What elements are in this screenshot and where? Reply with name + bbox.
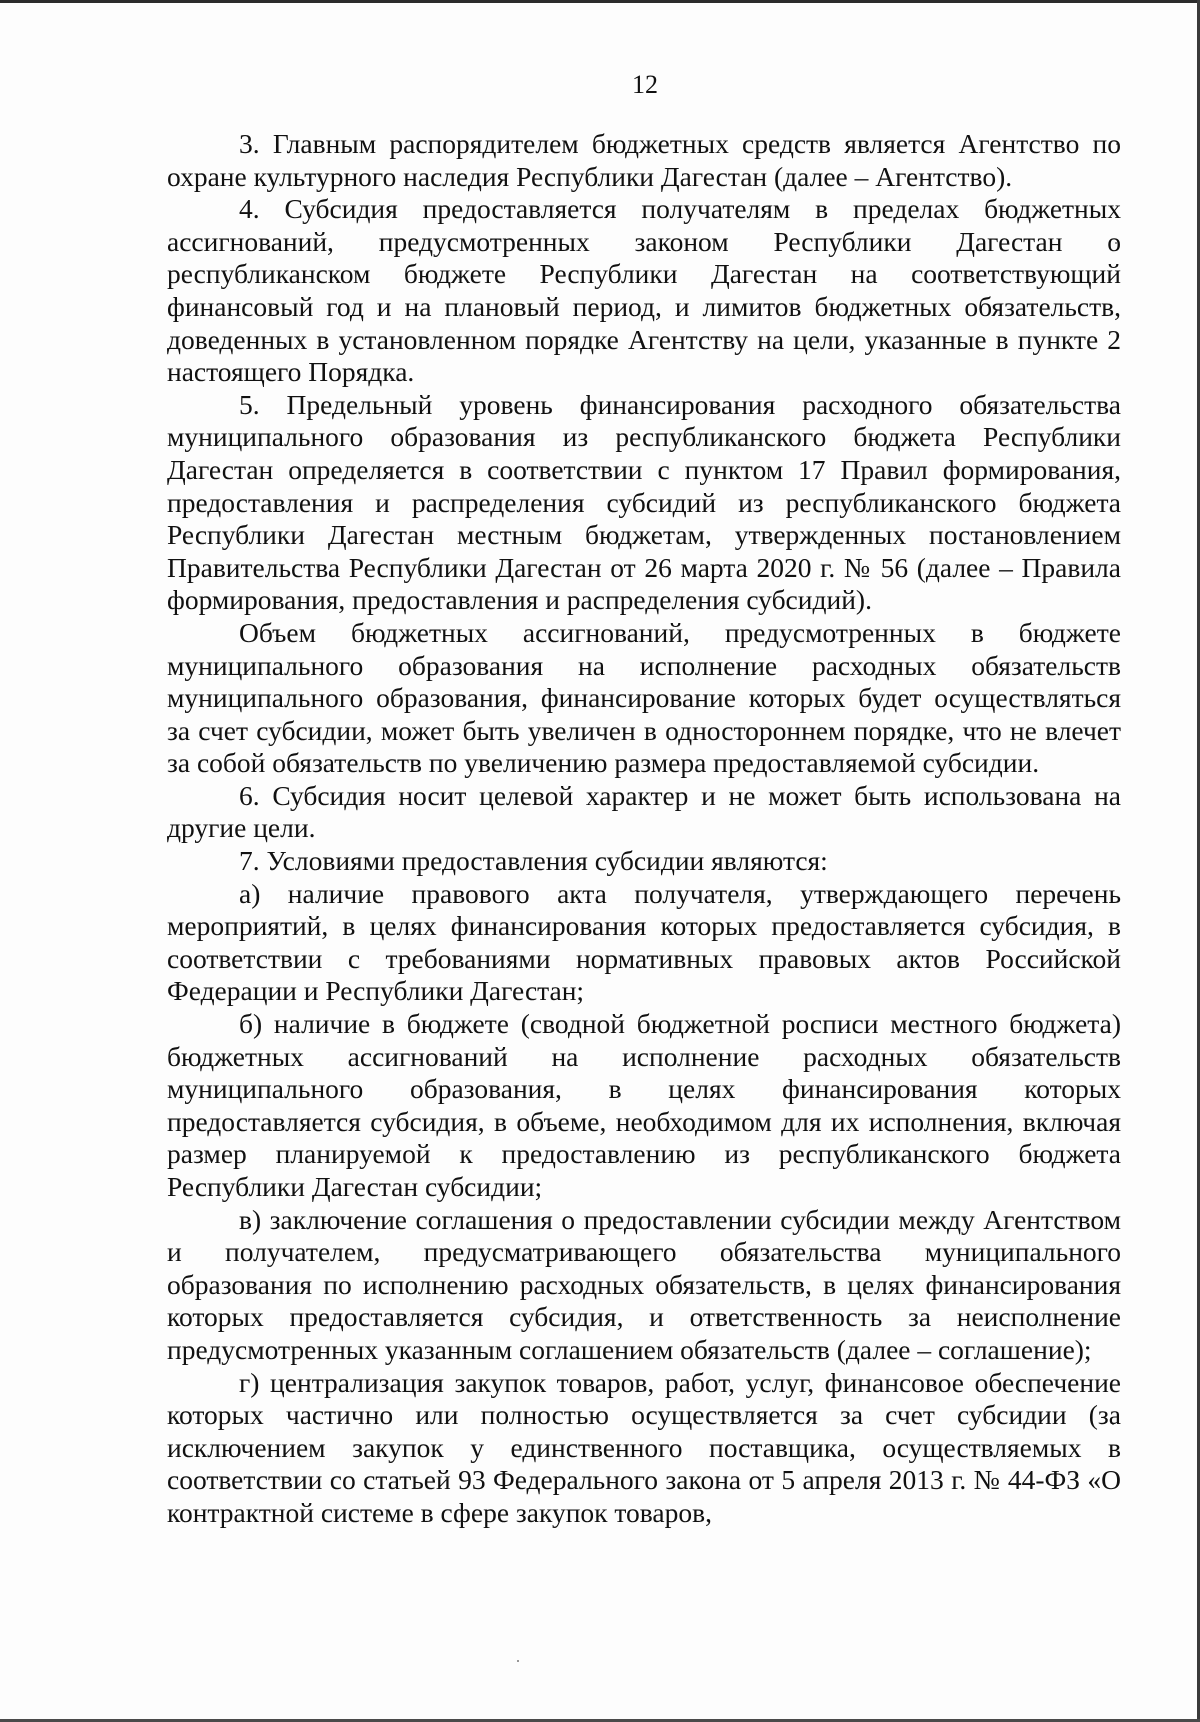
paragraph-subitem-v: в) заключение соглашения о предоставлении субсидии между Агентством и получателем, предусматривающего обязательства муниципального образования по исполнению расходных обязательств, в целях финансирования которых предоставляется субсидия, и ответственность за неисполнение предусмотренных указанным соглашением обязательств (далее – соглашение); [167, 1203, 1121, 1365]
page-number: 12 [632, 70, 658, 99]
scan-speck [517, 1660, 519, 1662]
paragraph-item-6: 6. Субсидия носит целевой характер и не может быть использована на другие цели. [167, 779, 1121, 844]
paragraph-subitem-b: б) наличие в бюджете (сводной бюджетной росписи местного бюджета) бюджетных ассигнований на исполнение расходных обязательств муниципального образования, в целях финансирования которых предоставляется субсидия, в объеме, необходимом для их исполнения, включая размер планируемой к предоставлению из республиканского бюджета Республики Дагестан субсидии; [167, 1008, 1121, 1202]
paragraph-item-7: 7. Условиями предоставления субсидии являются: [239, 845, 828, 877]
paragraph-subitem-g: г) централизация закупок товаров, работ, услуг, финансовое обеспечение которых частично или полностью осуществляется за счет субсидии (за исключением закупок у единственного поставщика, осуществляемых в соответствии со статьей 93 Федерального закона от 5 апреля 2013 г. № 44-ФЗ «О контрактной системе в сфере закупок товаров, [167, 1366, 1121, 1528]
paragraph-subitem-a: а) наличие правового акта получателя, утверждающего перечень мероприятий, в целях финансирования которых предоставляется субсидия, в соответствии с требованиями нормативных правовых актов Российской Федерации и Республики Дагестан; [167, 877, 1121, 1007]
paragraph-item-4: 4. Субсидия предоставляется получателям в пределах бюджетных ассигнований, предусмотренных законом Республики Дагестан о республиканском бюджете Республики Дагестан на соответствующий финансовый год и на плановый период, и лимитов бюджетных обязательств, доведенных в установленном порядке Агентству на цели, указанные в пункте 2 настоящего Порядка. [167, 193, 1121, 388]
paragraph-budget-volume: Объем бюджетных ассигнований, предусмотренных в бюджете муниципального образования на исполнение расходных обязательств муниципального образования, финансирование которых будет осуществляться за счет субсидии, может быть увеличен в одностороннем порядке, что не влечет за собой обязательств по увеличению размера предоставляемой субсидии. [167, 616, 1121, 779]
scan-edge-top [0, 0, 1200, 3]
document-body [167, 128, 1121, 1530]
paragraph-item-3: 3. Главным распорядителем бюджетных средств является Агентство по охране культурного наследия Республики Дагестан (далее – Агентство). [167, 128, 1121, 192]
paragraph-item-5: 5. Предельный уровень финансирования расходного обязательства муниципального образования из республиканского бюджета Республики Дагестан определяется в соответствии с пунктом 17 Правил формирования, предоставления и распределения субсидий из республиканского бюджета Республики Дагестан местным бюджетам, утвержденных постановлением Правительства Республики Дагестан от 26 марта 2020 г. № 56 (далее – Правила формирования, предоставления и распределения субсидий). [167, 388, 1121, 616]
